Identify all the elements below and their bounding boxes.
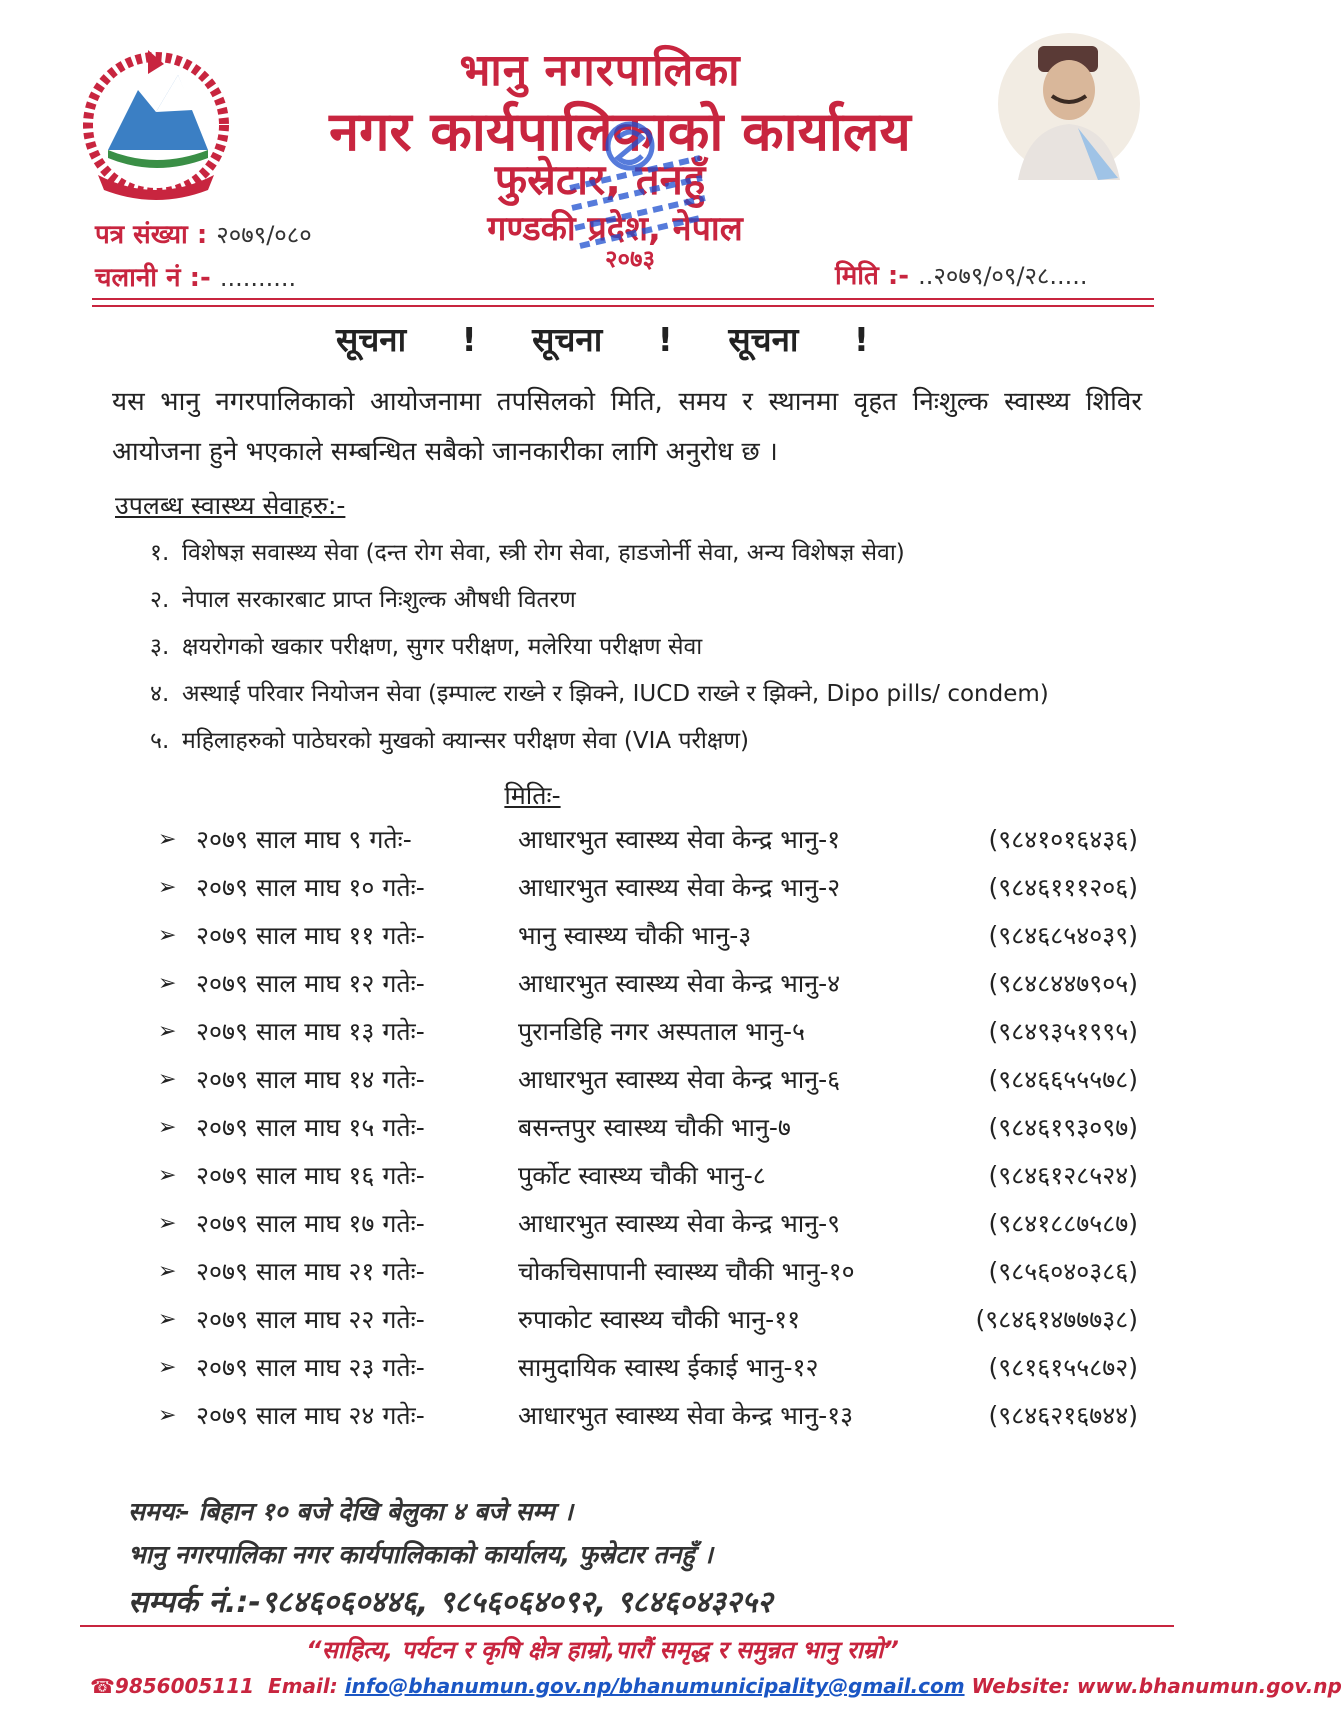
schedule-phone: (९८४६१११२०६) (988, 873, 1138, 902)
service-number: २. (150, 587, 170, 613)
service-number: ४. (150, 681, 170, 707)
schedule-location: पुर्कोट स्वास्थ्य चौकी भानु-८ (518, 1161, 766, 1190)
office-location: फुस्रेटार, तनहुँ (494, 155, 706, 204)
letter-date-value: ..२०७९/०९/२८..... (918, 262, 1088, 290)
schedule-row (158, 964, 1158, 1012)
arrow-bullet-icon: ➢ (158, 1163, 177, 1188)
schedule-location: बसन्तपुर स्वास्थ्य चौकी भानु-७ (518, 1113, 791, 1142)
schedule-date: २०७९ साल माघ १२ गतेः- (196, 969, 425, 998)
municipality-name: भानु नगरपालिका (459, 45, 741, 96)
schedule-row (158, 1108, 1158, 1156)
header-divider-secondary (92, 305, 1154, 307)
schedule-location: आधारभुत स्वास्थ्य सेवा केन्द्र भानु-४ (518, 969, 841, 998)
schedule-date: २०७९ साल माघ १६ गतेः- (196, 1161, 425, 1190)
arrow-bullet-icon: ➢ (158, 1211, 177, 1236)
email-label: Email: (268, 1674, 338, 1698)
website-link[interactable]: www.bhanumun.gov.np (1077, 1674, 1342, 1698)
schedule-location: पुरानडिहि नगर अस्पताल भानु-५ (518, 1017, 806, 1046)
service-text: अस्थाई परिवार नियोजन सेवा (इम्पाल्ट राख्ने र झिक्ने, IUCD राख्ने र झिक्ने, Dipo pills/ condem) (182, 681, 1049, 707)
arrow-bullet-icon: ➢ (158, 1355, 177, 1380)
service-text: महिलाहरुको पाठेघरको मुखको क्यान्सर परीक्षण सेवा (VIA परीक्षण) (182, 728, 749, 754)
schedule-phone: (९८४६६५५५७८) (988, 1065, 1138, 1094)
schedule-date: २०७९ साल माघ १३ गतेः- (196, 1017, 425, 1046)
notice-paragraph: यस भानु नगरपालिकाको आयोजनामा तपसिलको मिति, समय र स्थानमा वृहत निःशुल्क स्वास्थ्य शिविर आयोजना हुने भएकाले सम्बन्धित सबैको जानकारीका लागि अनुरोध छ । (112, 387, 1142, 467)
contact-bar (90, 1674, 1342, 1698)
schedule-date: २०७९ साल माघ ९ गतेः- (196, 825, 412, 854)
schedule-row (158, 1156, 1158, 1204)
service-item (150, 627, 1160, 674)
schedule-location: रुपाकोट स्वास्थ्य चौकी भानु-११ (518, 1305, 801, 1334)
phone-icon: ☎ (90, 1674, 115, 1698)
letter-number-value: २०७९/०८० (216, 221, 312, 249)
service-number: १. (150, 540, 170, 566)
schedule-phone: (९८४६८५४०३९) (988, 921, 1138, 950)
schedule-phone: (९८४६२१६७४४) (988, 1401, 1138, 1430)
schedule-row (158, 1348, 1158, 1396)
office-stamp (530, 118, 730, 278)
arrow-bullet-icon: ➢ (158, 1067, 177, 1092)
schedule-date: २०७९ साल माघ २१ गतेः- (196, 1257, 425, 1286)
arrow-bullet-icon: ➢ (158, 971, 177, 996)
notice-heading: सूचना ! सूचना ! सूचना ! (336, 320, 869, 359)
schedule-phone: (९८४६१४७७७३८) (975, 1305, 1138, 1334)
schedule-row (158, 1396, 1158, 1444)
schedule-date: २०७९ साल माघ १४ गतेः- (196, 1065, 425, 1094)
schedule-location: आधारभुत स्वास्थ्य सेवा केन्द्र भानु-६ (518, 1065, 841, 1094)
dispatch-number-value: .......... (219, 264, 297, 292)
dispatch-number-line (95, 258, 296, 294)
arrow-bullet-icon: ➢ (158, 875, 177, 900)
schedule-phone: (९८१६१५५८७२) (988, 1353, 1138, 1382)
schedule-row (158, 868, 1158, 916)
arrow-bullet-icon: ➢ (158, 1019, 177, 1044)
schedule-phone: (९८४८४४७९०५) (988, 969, 1138, 998)
service-item (150, 533, 1160, 580)
footer-divider (80, 1625, 1174, 1627)
schedule-date: २०७९ साल माघ २४ गतेः- (196, 1401, 425, 1430)
schedule-list (158, 820, 1158, 1444)
schedule-row (158, 1252, 1158, 1300)
schedule-row (158, 1060, 1158, 1108)
service-item (150, 721, 1160, 768)
schedule-location: आधारभुत स्वास्थ्य सेवा केन्द्र भानु-१३ (518, 1401, 854, 1430)
website-label: Website: (971, 1674, 1071, 1698)
schedule-row (158, 1300, 1158, 1348)
schedule-row (158, 820, 1158, 868)
service-item (150, 580, 1160, 627)
schedule-row (158, 916, 1158, 964)
arrow-bullet-icon: ➢ (158, 1403, 177, 1428)
office-phone: 9856005111 (114, 1674, 255, 1698)
schedule-location: आधारभुत स्वास्थ्य सेवा केन्द्र भानु-२ (518, 873, 841, 902)
service-number: ३. (150, 634, 170, 660)
services-heading: उपलब्ध स्वास्थ्य सेवाहरु:- (115, 491, 346, 520)
time-info: समयः- बिहान १० बजे देखि बेलुका ४ बजे सम्म । (128, 1497, 574, 1526)
schedule-location: आधारभुत स्वास्थ्य सेवा केन्द्र भानु-१ (518, 825, 841, 854)
service-text: क्षयरोगको खकार परीक्षण, सुगर परीक्षण, मलेरिया परीक्षण सेवा (182, 634, 703, 660)
letter-number-label: पत्र संख्या : (95, 220, 208, 250)
arrow-bullet-icon: ➢ (158, 923, 177, 948)
nepal-emblem-icon (68, 40, 243, 200)
schedule-date: २०७९ साल माघ १७ गतेः- (196, 1209, 425, 1238)
schedule-location: सामुदायिक स्वास्थ ईकाई भानु-१२ (518, 1353, 819, 1382)
schedule-phone: (९८४१०१६४३६) (988, 825, 1138, 854)
schedule-date: २०७९ साल माघ १० गतेः- (196, 873, 425, 902)
stamp-year: २०७३ (605, 245, 655, 273)
arrow-bullet-icon: ➢ (158, 1259, 177, 1284)
schedule-phone: (९८४६१२८५२४) (988, 1161, 1138, 1190)
province-country: गण्डकी प्रदेश, नेपाल (487, 209, 743, 249)
schedule-location: चोकचिसापानी स्वास्थ्य चौकी भानु-१० (518, 1257, 855, 1286)
contact-numbers: सम्पर्क नं.:-९८४६०६०४४६, ९८५६०६४०९२, ९८४६०४३२५२ (128, 1585, 773, 1620)
email-link[interactable]: info@bhanumun.gov.np/bhanumunicipality@gmail.com (344, 1674, 965, 1698)
header-divider (92, 298, 1154, 300)
arrow-bullet-icon: ➢ (158, 827, 177, 852)
office-name: नगर कार्यपालिकाको कार्यालय (329, 100, 911, 163)
schedule-location: आधारभुत स्वास्थ्य सेवा केन्द्र भानु-९ (518, 1209, 841, 1238)
schedule-phone: (९८४६१९३०९७) (988, 1113, 1138, 1142)
letter-date-line (835, 256, 1088, 292)
service-text: विशेषज्ञ सवास्थ्य सेवा (दन्त रोग सेवा, स्त्री रोग सेवा, हाडजोर्नी सेवा, अन्य विशेषज्ञ सेवा) (182, 540, 905, 566)
schedule-row (158, 1012, 1158, 1060)
portrait-image (998, 28, 1140, 180)
arrow-bullet-icon: ➢ (158, 1115, 177, 1140)
schedule-phone: (९८५६०४०३८६) (988, 1257, 1138, 1286)
letter-number-line (95, 215, 312, 251)
schedule-date: २०७९ साल माघ १५ गतेः- (196, 1113, 425, 1142)
dates-heading: मितिः- (504, 781, 561, 810)
office-address: भानु नगरपालिका नगर कार्यपालिकाको कार्यालय, फुस्रेटार तनहुँ । (128, 1540, 713, 1569)
schedule-phone: (९८४१८८७५८७) (988, 1209, 1138, 1238)
arrow-bullet-icon: ➢ (158, 1307, 177, 1332)
schedule-date: २०७९ साल माघ ११ गतेः- (196, 921, 425, 950)
service-text: नेपाल सरकारबाट प्राप्त निःशुल्क औषधी वितरण (182, 587, 576, 613)
schedule-location: भानु स्वास्थ्य चौकी भानु-३ (518, 921, 752, 950)
services-list (150, 533, 1160, 768)
schedule-date: २०७९ साल माघ २३ गतेः- (196, 1353, 425, 1382)
schedule-date: २०७९ साल माघ २२ गतेः- (196, 1305, 425, 1334)
schedule-row (158, 1204, 1158, 1252)
schedule-phone: (९८४९३५१९९५) (988, 1017, 1138, 1046)
letter-date-label: मिति :- (835, 261, 910, 291)
slogan: “साहित्य, पर्यटन र कृषि क्षेत्र हाम्रो,पारौं समृद्ध र समुन्नत भानु राम्रो” (306, 1636, 899, 1664)
service-number: ५. (150, 728, 170, 754)
service-item (150, 674, 1160, 721)
dispatch-number-label: चलानी नं :- (95, 263, 211, 293)
